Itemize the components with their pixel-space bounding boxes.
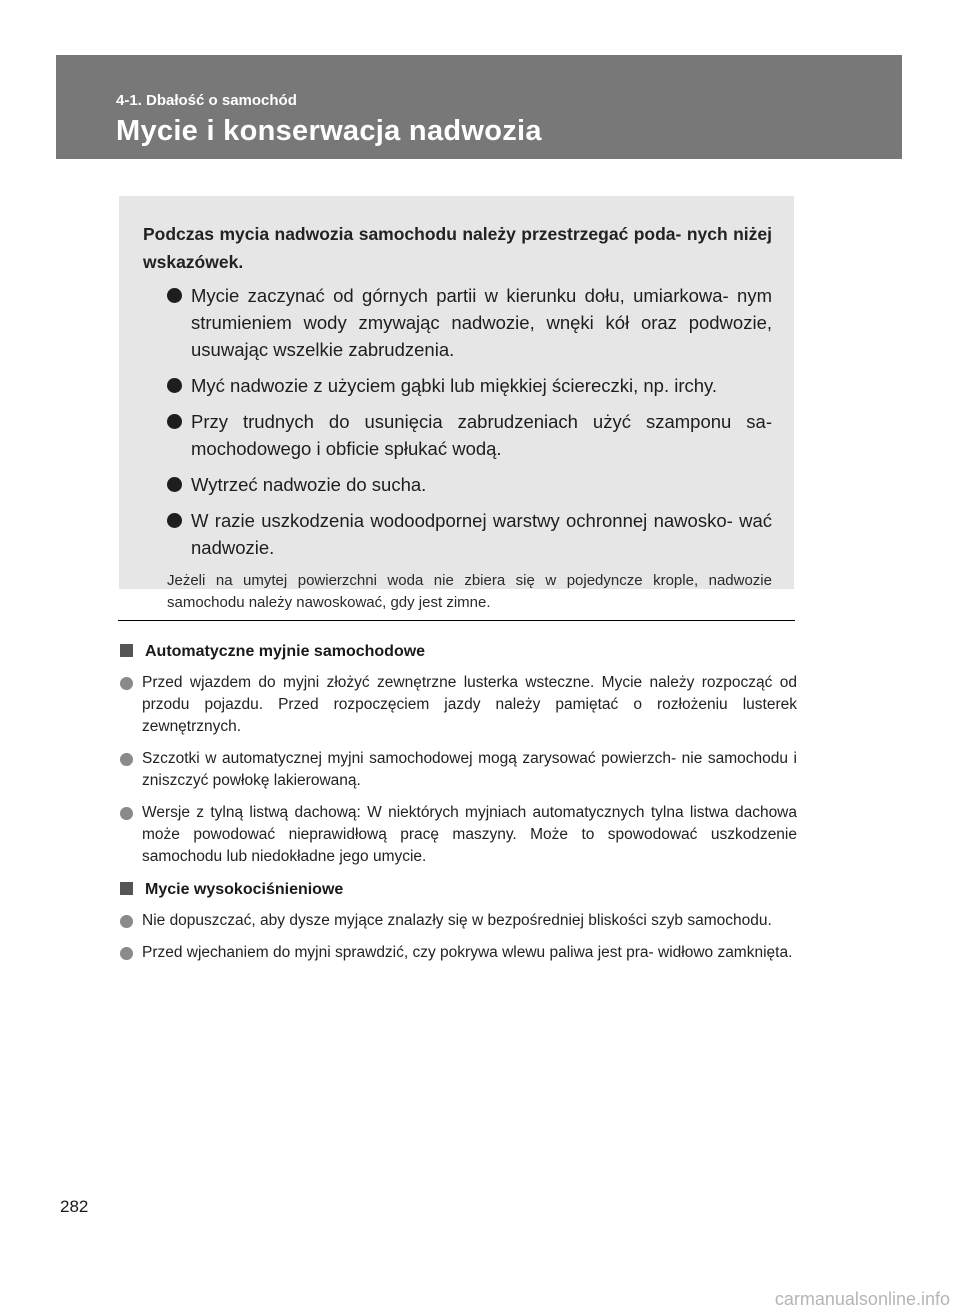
- bullet-icon: [167, 288, 182, 303]
- list-item-text: W razie uszkodzenia wodoodpornej warstwy ochronnej nawosko- wać nadwozie.: [191, 510, 772, 558]
- square-bullet-icon: [120, 882, 133, 895]
- subsection-high-pressure-wash: [120, 878, 797, 964]
- divider: [118, 620, 795, 621]
- list-item-text: Mycie zaczynać od górnych partii w kierunku dołu, umiarkowa- nym strumieniem wody zmywając nadwozie, wnęki kół oraz podwozie, usuwając wszelkie zabrudzenia.: [191, 285, 772, 360]
- list-item: [120, 942, 797, 964]
- subsection-list: [120, 910, 797, 964]
- header-bar: [56, 55, 902, 159]
- bullet-icon: [120, 677, 133, 690]
- list-item-text: Szczotki w automatycznej myjni samochodowej mogą zarysować powierzch- nie samochodu i zniszczyć powłokę lakierowaną.: [142, 750, 797, 789]
- watermark: carmanualsonline.info: [774, 1289, 950, 1309]
- bullet-icon: [120, 807, 133, 820]
- subsection-automatic-wash: [120, 640, 797, 868]
- intro-note: Jeżeli na umytej powierzchni woda nie zbiera się w pojedyncze krople, nadwozie samochodu należy nawoskować, gdy jest zimne.: [167, 572, 772, 611]
- bullet-icon: [120, 947, 133, 960]
- subsection-list: [120, 672, 797, 868]
- list-item-text: Wytrzeć nadwozie do sucha.: [191, 474, 427, 495]
- intro-lead: Podczas mycia nadwozia samochodu należy przestrzegać poda- nych niżej wskazówek.: [143, 224, 772, 272]
- list-item: [120, 748, 797, 792]
- page-title: Mycie i konserwacja nadwozia: [116, 115, 542, 147]
- square-bullet-icon: [120, 644, 133, 657]
- bullet-icon: [120, 753, 133, 766]
- list-item-text: Myć nadwozie z użyciem gąbki lub miękkiej ściereczki, np. irchy.: [191, 375, 718, 396]
- list-item-text: Przed wjechaniem do myjni sprawdzić, czy pokrywa wlewu paliwa jest pra- widłowo zamknięta.: [142, 944, 793, 961]
- list-item: [143, 372, 772, 399]
- list-item: [120, 910, 797, 932]
- list-item-text: Przed wjazdem do myjni złożyć zewnętrzne lusterka wsteczne. Mycie należy rozpocząć od przodu pojazdu. Przed rozpoczęciem jazdy należy pamiętać o rozłożeniu lusterek zewnętrznych.: [142, 674, 797, 735]
- list-item: [120, 672, 797, 738]
- bullet-icon: [167, 378, 182, 393]
- page-number: 282: [60, 1197, 89, 1216]
- bullet-icon: [167, 414, 182, 429]
- list-item: [120, 802, 797, 868]
- bullet-icon: [120, 915, 133, 928]
- list-item-text: Przy trudnych do usunięcia zabrudzeniach użyć szamponu sa- mochodowego i obficie spłukać wodą.: [191, 411, 772, 459]
- subsection-heading: [120, 640, 797, 664]
- subsection-heading-text: Automatyczne myjnie samochodowe: [145, 643, 426, 660]
- list-item: [143, 471, 772, 498]
- list-item: [143, 507, 772, 561]
- bullet-icon: [167, 513, 182, 528]
- list-item-text: Wersje z tylną listwą dachową: W niektórych myjniach automatycznych tylna listwa dachowa może powodować nieprawidłową pracę maszyny. Może to spowodować uszkodzenie samochodu lub niedokładne jego umycie.: [142, 804, 797, 865]
- content: [120, 640, 797, 974]
- section-label: 4-1. Dbałość o samochód: [116, 92, 297, 109]
- intro-box: [119, 196, 794, 611]
- intro-list: [143, 282, 772, 561]
- subsection-heading-text: Mycie wysokociśnieniowe: [145, 881, 344, 898]
- subsection-heading: [120, 878, 797, 902]
- bullet-icon: [167, 477, 182, 492]
- list-item-text: Nie dopuszczać, aby dysze myjące znalazły się w bezpośredniej bliskości szyb samochodu.: [142, 912, 772, 929]
- list-item: [143, 408, 772, 462]
- list-item: [143, 282, 772, 363]
